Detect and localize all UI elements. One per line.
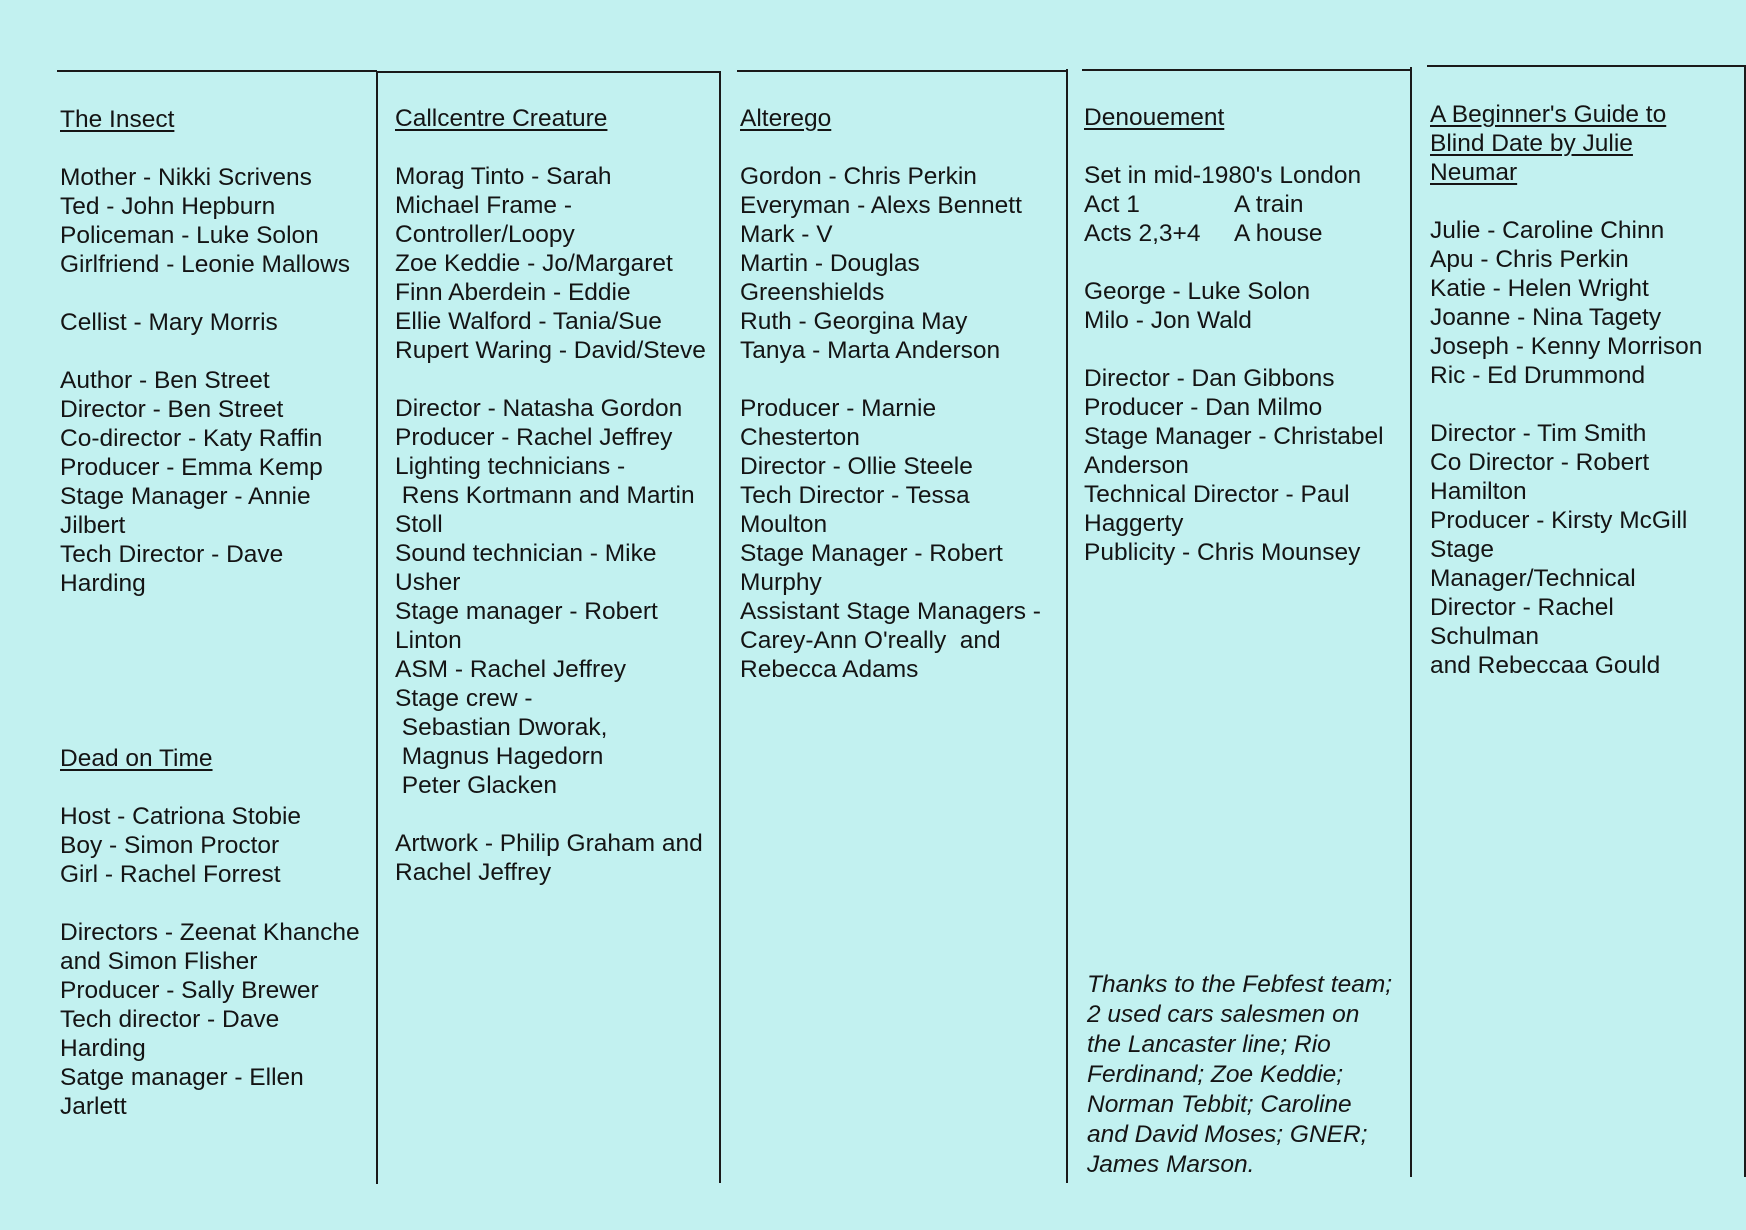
top-rule-4	[1082, 69, 1412, 71]
credit-line: Co Director - Robert	[1430, 449, 1650, 476]
credit-line: Milo - Jon Wald	[1084, 307, 1252, 334]
credit-line: Ric - Ed Drummond	[1430, 362, 1646, 389]
credit-line: Stage Manager - Robert	[740, 540, 1003, 567]
credit-line: Everyman - Alexs Bennett	[740, 192, 1022, 219]
credit-line: Linton	[395, 627, 462, 654]
act-label: Acts 2,3+4	[1084, 220, 1201, 247]
thanks-line: James Marson.	[1087, 1151, 1255, 1178]
credit-line: Director - Dan Gibbons	[1084, 365, 1335, 392]
credit-line: and Rebeccaa Gould	[1430, 652, 1661, 679]
credit-line: Michael Frame -	[395, 192, 572, 219]
top-rule-1	[57, 70, 377, 72]
credit-line: George - Luke Solon	[1084, 278, 1311, 305]
credit-line: Tech director - Dave	[60, 1006, 280, 1033]
credit-line: Producer - Dan Milmo	[1084, 394, 1323, 421]
credit-line: Mother - Nikki Scrivens	[60, 164, 312, 191]
thanks-line: Thanks to the Febfest team;	[1087, 971, 1393, 998]
thanks-note	[1087, 970, 1417, 1180]
credit-line: Hamilton	[1430, 478, 1527, 505]
credit-line: Tech Director - Dave	[60, 541, 284, 568]
credit-line: Rachel Jeffrey	[395, 859, 552, 886]
act-place: A house	[1234, 220, 1323, 247]
credit-line: Girl - Rachel Forrest	[60, 861, 281, 888]
credit-line: Director - Ben Street	[60, 396, 284, 423]
credit-line: Stage Manager - Christabel	[1084, 423, 1384, 450]
thanks-line: and David Moses; GNER;	[1087, 1121, 1368, 1148]
credit-line: and Simon Flisher	[60, 948, 258, 975]
credit-line: Controller/Loopy	[395, 221, 575, 248]
credit-line: Producer - Sally Brewer	[60, 977, 319, 1004]
play-title: Denouement	[1084, 104, 1225, 131]
credit-line: Greenshields	[740, 279, 885, 306]
credit-line: Director - Tim Smith	[1430, 420, 1647, 447]
credit-line: Ellie Walford - Tania/Sue	[395, 308, 662, 335]
credit-line: Murphy	[740, 569, 822, 596]
credit-line: Stage Manager - Annie	[60, 483, 311, 510]
credit-line: Katie - Helen Wright	[1430, 275, 1649, 302]
column-divider-2	[719, 71, 721, 1183]
play-title-line: A Beginner's Guide to	[1430, 101, 1667, 128]
credit-line: Producer - Kirsty McGill	[1430, 507, 1688, 534]
credit-line: Director - Natasha Gordon	[395, 395, 683, 422]
credit-line: Publicity - Chris Mounsey	[1084, 539, 1361, 566]
setting-line: Set in mid-1980's London	[1084, 162, 1362, 189]
top-rule-2	[377, 71, 720, 73]
play-title: The Insect	[60, 106, 175, 133]
credit-line: Host - Catriona Stobie	[60, 803, 302, 830]
credit-line: Director - Ollie Steele	[740, 453, 973, 480]
credit-line: Haggerty	[1084, 510, 1184, 537]
credit-line: Policeman - Luke Solon	[60, 222, 319, 249]
credit-line: Girlfriend - Leonie Mallows	[60, 251, 351, 278]
credit-line: Finn Aberdein - Eddie	[395, 279, 631, 306]
credit-line: Stage manager - Robert	[395, 598, 658, 625]
column-beginners-guide	[1430, 100, 1742, 680]
play-title: Alterego	[740, 105, 832, 132]
credit-line: Mark - V	[740, 221, 833, 248]
credit-line: Joseph - Kenny Morrison	[1430, 333, 1703, 360]
credit-line: Apu - Chris Perkin	[1430, 246, 1629, 273]
play-title: Callcentre Creature	[395, 105, 608, 132]
credit-line: Manager/Technical	[1430, 565, 1636, 592]
credit-line: Chesterton	[740, 424, 860, 451]
credit-line: Peter Glacken	[395, 772, 558, 799]
credit-line: Satge manager - Ellen	[60, 1064, 304, 1091]
thanks-line: the Lancaster line; Rio	[1087, 1031, 1331, 1058]
credit-line: Magnus Hagedorn	[395, 743, 604, 770]
credit-line: Ruth - Georgina May	[740, 308, 968, 335]
credit-line: ASM - Rachel Jeffrey	[395, 656, 627, 683]
column-divider-3	[1066, 69, 1068, 1183]
credit-line: Directors - Zeenat Khanche	[60, 919, 360, 946]
column-divider-1	[376, 71, 378, 1184]
credit-line: Assistant Stage Managers -	[740, 598, 1041, 625]
credit-line: Carey-Ann O'really and	[740, 627, 1001, 654]
act-row	[1084, 219, 1404, 248]
credit-line: Morag Tinto - Sarah	[395, 163, 612, 190]
credit-line: Producer - Marnie	[740, 395, 937, 422]
credit-line: Author - Ben Street	[60, 367, 270, 394]
column-alterego	[740, 104, 1060, 684]
credit-line: Sebastian Dworak,	[395, 714, 608, 741]
credit-line: Lighting technicians -	[395, 453, 626, 480]
credit-line: Producer - Rachel Jeffrey	[395, 424, 673, 451]
act-row	[1084, 190, 1404, 219]
credit-line: Producer - Emma Kemp	[60, 454, 323, 481]
credit-line: Schulman	[1430, 623, 1539, 650]
credit-line: Martin - Douglas	[740, 250, 920, 277]
thanks-line: Norman Tebbit; Caroline	[1087, 1091, 1352, 1118]
top-rule-5	[1427, 65, 1744, 67]
credit-line: Jilbert	[60, 512, 126, 539]
credit-line: Anderson	[1084, 452, 1189, 479]
act-label: Act 1	[1084, 191, 1140, 218]
credit-line: Cellist - Mary Morris	[60, 309, 278, 336]
column-the-insect	[60, 105, 370, 598]
play-title-line: Neumar	[1430, 159, 1518, 186]
column-dead-on-time	[60, 744, 370, 1121]
thanks-line: Ferdinand; Zoe Keddie;	[1087, 1061, 1344, 1088]
credit-line: Stoll	[395, 511, 443, 538]
credit-line: Tanya - Marta Anderson	[740, 337, 1001, 364]
play-title	[1430, 100, 1742, 187]
credit-line: Zoe Keddie - Jo/Margaret	[395, 250, 673, 277]
credit-line: Boy - Simon Proctor	[60, 832, 280, 859]
act-place: A train	[1234, 191, 1304, 218]
play-title: Dead on Time	[60, 745, 213, 772]
credit-line: Moulton	[740, 511, 828, 538]
credit-line: Rupert Waring - David/Steve	[395, 337, 706, 364]
credit-line: Sound technician - Mike	[395, 540, 657, 567]
credit-line: Artwork - Philip Graham and	[395, 830, 703, 857]
top-rule-3	[737, 70, 1067, 72]
credit-line: Harding	[60, 570, 146, 597]
credit-line: Rens Kortmann and Martin	[395, 482, 695, 509]
credit-line: Director - Rachel	[1430, 594, 1614, 621]
credit-line: Rebecca Adams	[740, 656, 919, 683]
credit-line: Technical Director - Paul	[1084, 481, 1350, 508]
thanks-line: 2 used cars salesmen on	[1087, 1001, 1360, 1028]
column-denouement	[1084, 103, 1404, 567]
credit-line: Gordon - Chris Perkin	[740, 163, 977, 190]
column-callcentre-creature	[395, 104, 715, 887]
credit-line: Usher	[395, 569, 461, 596]
credit-line: Stage	[1430, 536, 1495, 563]
credit-line: Stage crew -	[395, 685, 533, 712]
credit-line: Jarlett	[60, 1093, 127, 1120]
credit-line: Julie - Caroline Chinn	[1430, 217, 1665, 244]
credit-line: Joanne - Nina Tagety	[1430, 304, 1662, 331]
credit-line: Ted - John Hepburn	[60, 193, 276, 220]
credit-line: Harding	[60, 1035, 146, 1062]
credit-line: Tech Director - Tessa	[740, 482, 970, 509]
play-title-line: Blind Date by Julie	[1430, 130, 1633, 157]
credit-line: Co-director - Katy Raffin	[60, 425, 323, 452]
